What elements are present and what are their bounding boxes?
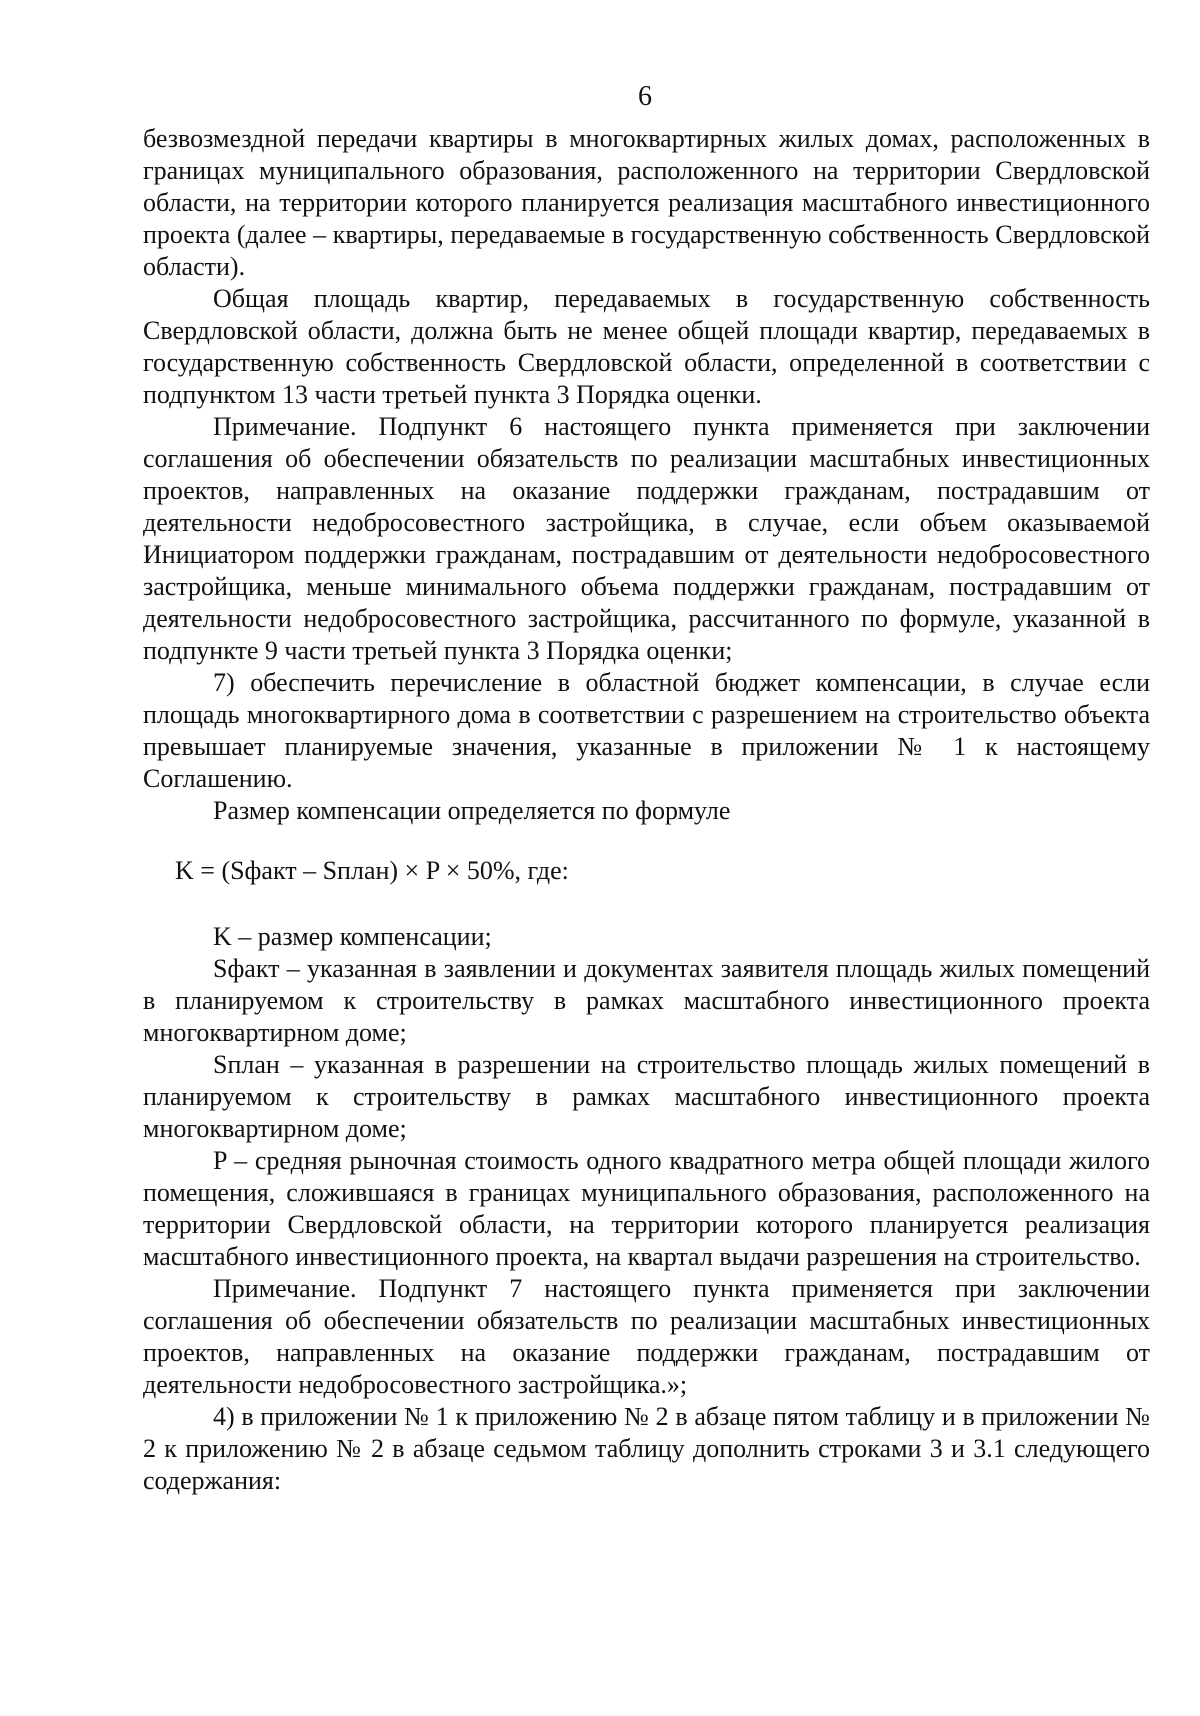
paragraph-total-area: Общая площадь квартир, передаваемых в государственную собственность Свердловской области, должна быть не менее общей площади квартир, передаваемых в государственную собственность Свердловской области, определенной в соответствии с подпунктом 13 части третьей пункта 3 Порядка оценки. (143, 284, 1150, 409)
paragraph-continuation: безвозмездной передачи квартиры в многоквартирных жилых домах, расположенных в границах муниципального образования, расположенного на территории Свердловской области, на территории которого планируется реализация масштабного инвестиционного проекта (далее – квартиры, передаваемые в государственную собственность Свердловской области). (143, 124, 1150, 281)
definition-s-fact: Sфакт – указанная в заявлении и документах заявителя площадь жилых помещений в планируемом к строительству в рамках масштабного инвестиционного проекта многоквартирном доме; (143, 954, 1150, 1047)
definition-s-plan: Sплан – указанная в разрешении на строительство площадь жилых помещений в планируемом к строительству в рамках масштабного инвестиционного проекта многоквартирном доме; (143, 1050, 1150, 1143)
compensation-formula: K = (Sфакт – Sплан) × P × 50%, где: (175, 856, 569, 885)
paragraph-item-4: 4) в приложении № 1 к приложению № 2 в абзаце пятом таблицу и в приложении № 2 к приложению № 2 в абзаце седьмом таблицу дополнить строками 3 и 3.1 следующего содержания: (143, 1402, 1150, 1495)
document-body (143, 123, 1150, 1497)
paragraph-note-6: Примечание. Подпункт 6 настоящего пункта применяется при заключении соглашения об обеспечении обязательств по реализации масштабных инвестиционных проектов, направленных на оказание поддержки гражданам, пострадавшим от деятельности недобросовестного застройщика, в случае, если объем оказываемой Инициатором поддержки гражданам, пострадавшим от деятельности недобросовестного застройщика, меньше минимального объема поддержки гражданам, пострадавшим от деятельности недобросовестного застройщика, рассчитанного по формуле, указанной в подпункте 9 части третьей пункта 3 Порядка оценки; (143, 412, 1150, 665)
paragraph-item-7: 7) обеспечить перечисление в областной бюджет компенсации, в случае если площадь многоквартирного дома в соответствии с разрешением на строительство объекта превышает планируемые значения, указанные в приложении № 1 к настоящему Соглашению. (143, 668, 1150, 793)
definition-k: K – размер компенсации; (213, 922, 492, 951)
paragraph-compensation-intro: Размер компенсации определяется по формуле (213, 796, 731, 825)
paragraph-note-7: Примечание. Подпункт 7 настоящего пункта применяется при заключении соглашения об обеспечении обязательств по реализации масштабных инвестиционных проектов, направленных на оказание поддержки гражданам, пострадавшим от деятельности недобросовестного застройщика.»; (143, 1274, 1150, 1399)
page-number: 6 (638, 81, 652, 112)
definition-p: P – средняя рыночная стоимость одного квадратного метра общей площади жилого помещения, сложившаяся в границах муниципального образования, расположенного на территории Свердловской области, на территории которого планируется реализация масштабного инвестиционного проекта, на квартал выдачи разрешения на строительство. (143, 1146, 1150, 1271)
